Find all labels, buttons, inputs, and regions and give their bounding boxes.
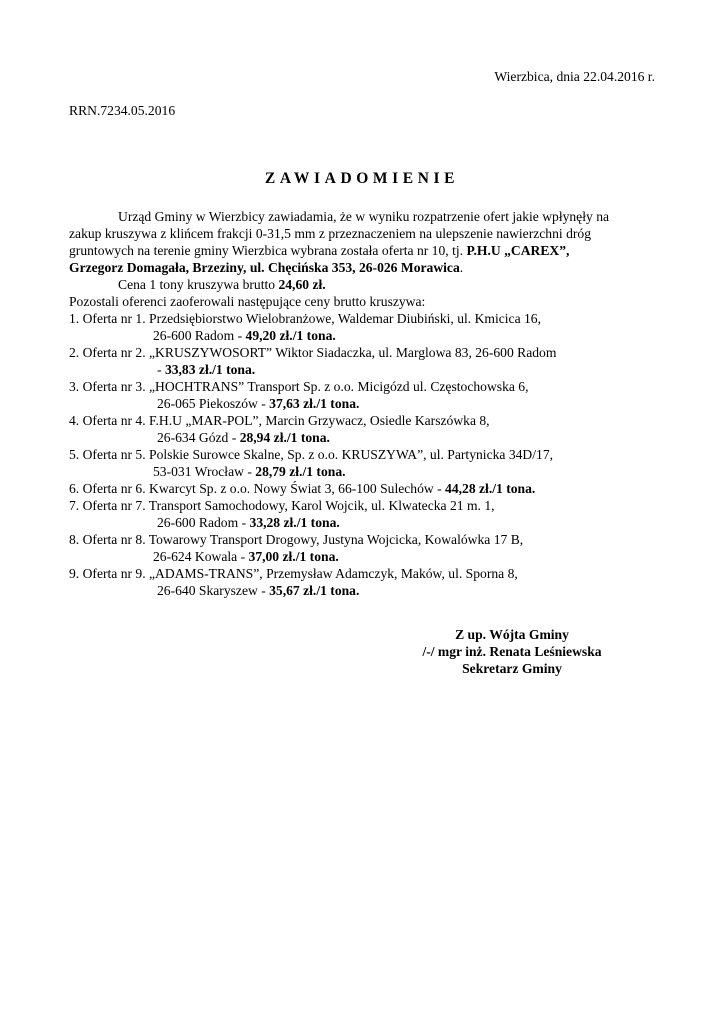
others-intro: Pozostali oferenci zaoferowali następujące ceny brutto kruszywa:: [69, 294, 426, 309]
signature-block: [414, 626, 610, 677]
intro-line-4-end: .: [459, 260, 464, 275]
offer-6-line-1: [69, 480, 659, 497]
offer-9-location: 26-640 Skaryszew -: [157, 583, 270, 598]
offer-4-line-1: 4. Oferta nr 4. F.H.U „MAR-POL”, Marcin Grzywacz, Osiedle Karszówka 8,: [69, 413, 490, 428]
reference-number: RRN.7234.05.2016: [69, 103, 176, 118]
price-line: [69, 276, 659, 293]
offer-2-line-1: 2. Oferta nr 2. „KRUSZYWOSORT” Wiktor Siadaczka, ul. Marglowa 83, 26-600 Radom: [69, 345, 557, 360]
intro-line-3: [69, 242, 659, 259]
document-title: ZAWIADOMIENIE: [264, 170, 460, 187]
offer-9-line-2: [69, 582, 659, 599]
signature-name: /-/ mgr inż. Renata Leśniewska: [422, 644, 602, 659]
winning-company: P.H.U „CAREX”,: [466, 243, 570, 258]
offer-3-line-2: [69, 395, 659, 412]
offer-6-details: 6. Oferta nr 6. Kwarcyt Sp. z o.o. Nowy Świat 3, 66-100 Sulechów -: [69, 481, 446, 496]
offer-4-location: 26-634 Gózd -: [157, 430, 240, 445]
offer-5-price: 28,79 zł./1 tona.: [255, 464, 346, 479]
intro-line-3-text: gruntowych na terenie gminy Wierzbica wybrana została oferta nr 10, tj.: [69, 243, 467, 258]
offer-5-line-1: 5. Oferta nr 5. Polskie Surowce Skalne, Sp. z o.o. KRUSZYWA”, ul. Partynicka 34D/17,: [69, 447, 554, 462]
price-value: 24,60 zł.: [278, 277, 326, 292]
offer-9-line-1: 9. Oferta nr 9. „ADAMS-TRANS”, Przemysław Adamczyk, Maków, ul. Sporna 8,: [69, 566, 518, 581]
winning-company-address: Grzegorz Domagała, Brzeziny, ul. Chęcińska 353, 26-026 Morawica: [69, 260, 460, 275]
offer-2-line-2: [69, 361, 659, 378]
offer-3-line-1: 3. Oferta nr 3. „HOCHTRANS” Transport Sp. z o.o. Micigózd ul. Częstochowska 6,: [69, 379, 529, 394]
offer-2-location: -: [157, 362, 165, 377]
intro-line-4: [69, 259, 659, 276]
intro-line-1: Urząd Gminy w Wierzbicy zawiadamia, że w wyniku rozpatrzenie ofert jakie wpłynęły na: [118, 209, 610, 224]
offer-8-price: 37,00 zł./1 tona.: [248, 549, 339, 564]
signature-authority: Z up. Wójta Gminy: [455, 627, 569, 642]
offer-1-price: 49,20 zł./1 tona.: [245, 328, 336, 343]
offer-1-location: 26-600 Radom -: [153, 328, 246, 343]
offer-8-line-1: 8. Oferta nr 8. Towarowy Transport Drogowy, Justyna Wojcicka, Kowalówka 17 B,: [69, 532, 524, 547]
offer-4-price: 28,94 zł./1 tona.: [239, 430, 330, 445]
offer-7-line-2: [69, 514, 659, 531]
signature-position: Sekretarz Gminy: [462, 661, 562, 676]
offer-2-price: 33,83 zł./1 tona.: [164, 362, 256, 377]
place-date: Wierzbica, dnia 22.04.2016 r.: [494, 69, 655, 84]
offer-8-location: 26-624 Kowala -: [153, 549, 249, 564]
offer-5-location: 53-031 Wrocław -: [153, 464, 256, 479]
offer-8-line-2: [69, 548, 659, 565]
document-body: [69, 208, 659, 599]
offer-7-line-1: 7. Oferta nr 7. Transport Samochodowy, Karol Wojcik, ul. Klwatecka 21 m. 1,: [69, 498, 495, 513]
offer-7-location: 26-600 Radom -: [157, 515, 250, 530]
offer-9-price: 35,67 zł./1 tona.: [269, 583, 360, 598]
offer-4-line-2: [69, 429, 659, 446]
offer-6-price: 44,28 zł./1 tona.: [445, 481, 536, 496]
offer-3-location: 26-065 Piekoszów -: [157, 396, 270, 411]
offer-5-line-2: [69, 463, 659, 480]
intro-line-2: zakup kruszywa z klińcem frakcji 0-31,5 mm z przeznaczeniem na ulepszenie nawierzchni dróg: [69, 226, 591, 241]
price-text: Cena 1 tony kruszywa brutto: [118, 277, 279, 292]
offer-7-price: 33,28 zł./1 tona.: [249, 515, 340, 530]
offer-3-price: 37,63 zł./1 tona.: [269, 396, 360, 411]
offer-1-line-1: 1. Oferta nr 1. Przedsiębiorstwo Wielobranżowe, Waldemar Diubiński, ul. Kmicica 16,: [69, 311, 542, 326]
offer-1-line-2: [69, 327, 659, 344]
